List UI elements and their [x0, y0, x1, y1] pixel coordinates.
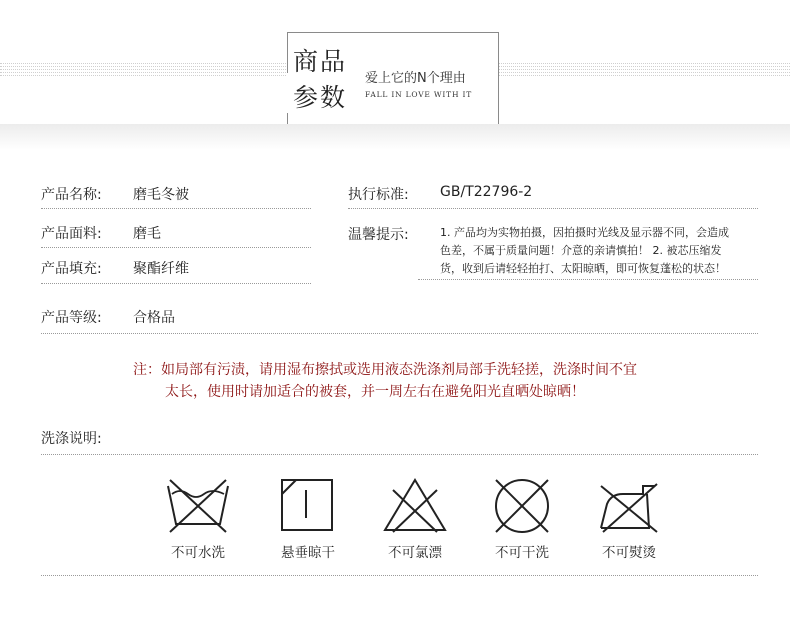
product-name-label: 产品名称:	[41, 187, 102, 203]
grade-label: 产品等级:	[41, 310, 102, 326]
divider	[41, 247, 311, 248]
divider	[418, 279, 758, 280]
filling-value: 聚酯纤维	[133, 261, 189, 277]
washing-label: 洗涤说明:	[41, 431, 102, 447]
header-shadow	[0, 124, 790, 150]
grade-value: 合格品	[133, 310, 175, 326]
care-notice-line2: 太长，使用时请加适合的被套，并一周左右在避免阳光直晒处晾晒！	[165, 384, 585, 400]
no-iron-caption: 不可熨烫	[602, 545, 656, 561]
divider	[348, 208, 758, 209]
no-iron-icon	[597, 476, 661, 536]
no-wash-icon	[166, 476, 230, 536]
divider	[41, 208, 311, 209]
tips-line: 货，收到后请轻轻拍打、太阳晾晒，即可恢复蓬松的状态！	[440, 262, 726, 275]
tips-line: 色差，不属于质量问题！介意的亲请慎拍！ 2. 被芯压缩发	[440, 244, 722, 257]
tips-label: 温馨提示:	[348, 227, 409, 243]
tips-line: 1. 产品均为实物拍摄，因拍摄时光线及显示器不同，会造成	[440, 226, 729, 239]
divider	[41, 333, 758, 334]
standard-label: 执行标准:	[348, 187, 409, 203]
no-wash-caption: 不可水洗	[171, 545, 225, 561]
divider	[41, 283, 311, 284]
no-dry-clean-caption: 不可干洗	[495, 545, 549, 561]
product-name-value: 磨毛冬被	[133, 187, 189, 203]
fabric-label: 产品面料:	[41, 226, 102, 242]
standard-value: GB/T22796-2	[440, 184, 533, 200]
divider	[41, 454, 758, 455]
header-subtitle-en: FALL IN LOVE WITH IT	[365, 90, 473, 99]
header-title-line1: 商品	[293, 47, 348, 76]
filling-label: 产品填充:	[41, 261, 102, 277]
no-bleach-caption: 不可氯漂	[388, 545, 442, 561]
header-title-line2: 参数	[293, 83, 348, 112]
fabric-value: 磨毛	[133, 226, 161, 242]
divider	[41, 575, 758, 576]
no-dry-clean-icon	[490, 476, 554, 536]
drip-dry-icon	[276, 476, 340, 536]
drip-dry-caption: 悬垂晾干	[281, 545, 335, 561]
header-subtitle: 爱上它的N个理由	[365, 71, 466, 86]
tips-text	[440, 224, 758, 278]
care-notice-line1: 注：如局部有污渍，请用湿布擦拭或选用液态洗涤剂局部手洗轻搓，洗涤时间不宜	[133, 362, 637, 378]
no-bleach-icon	[383, 476, 447, 536]
